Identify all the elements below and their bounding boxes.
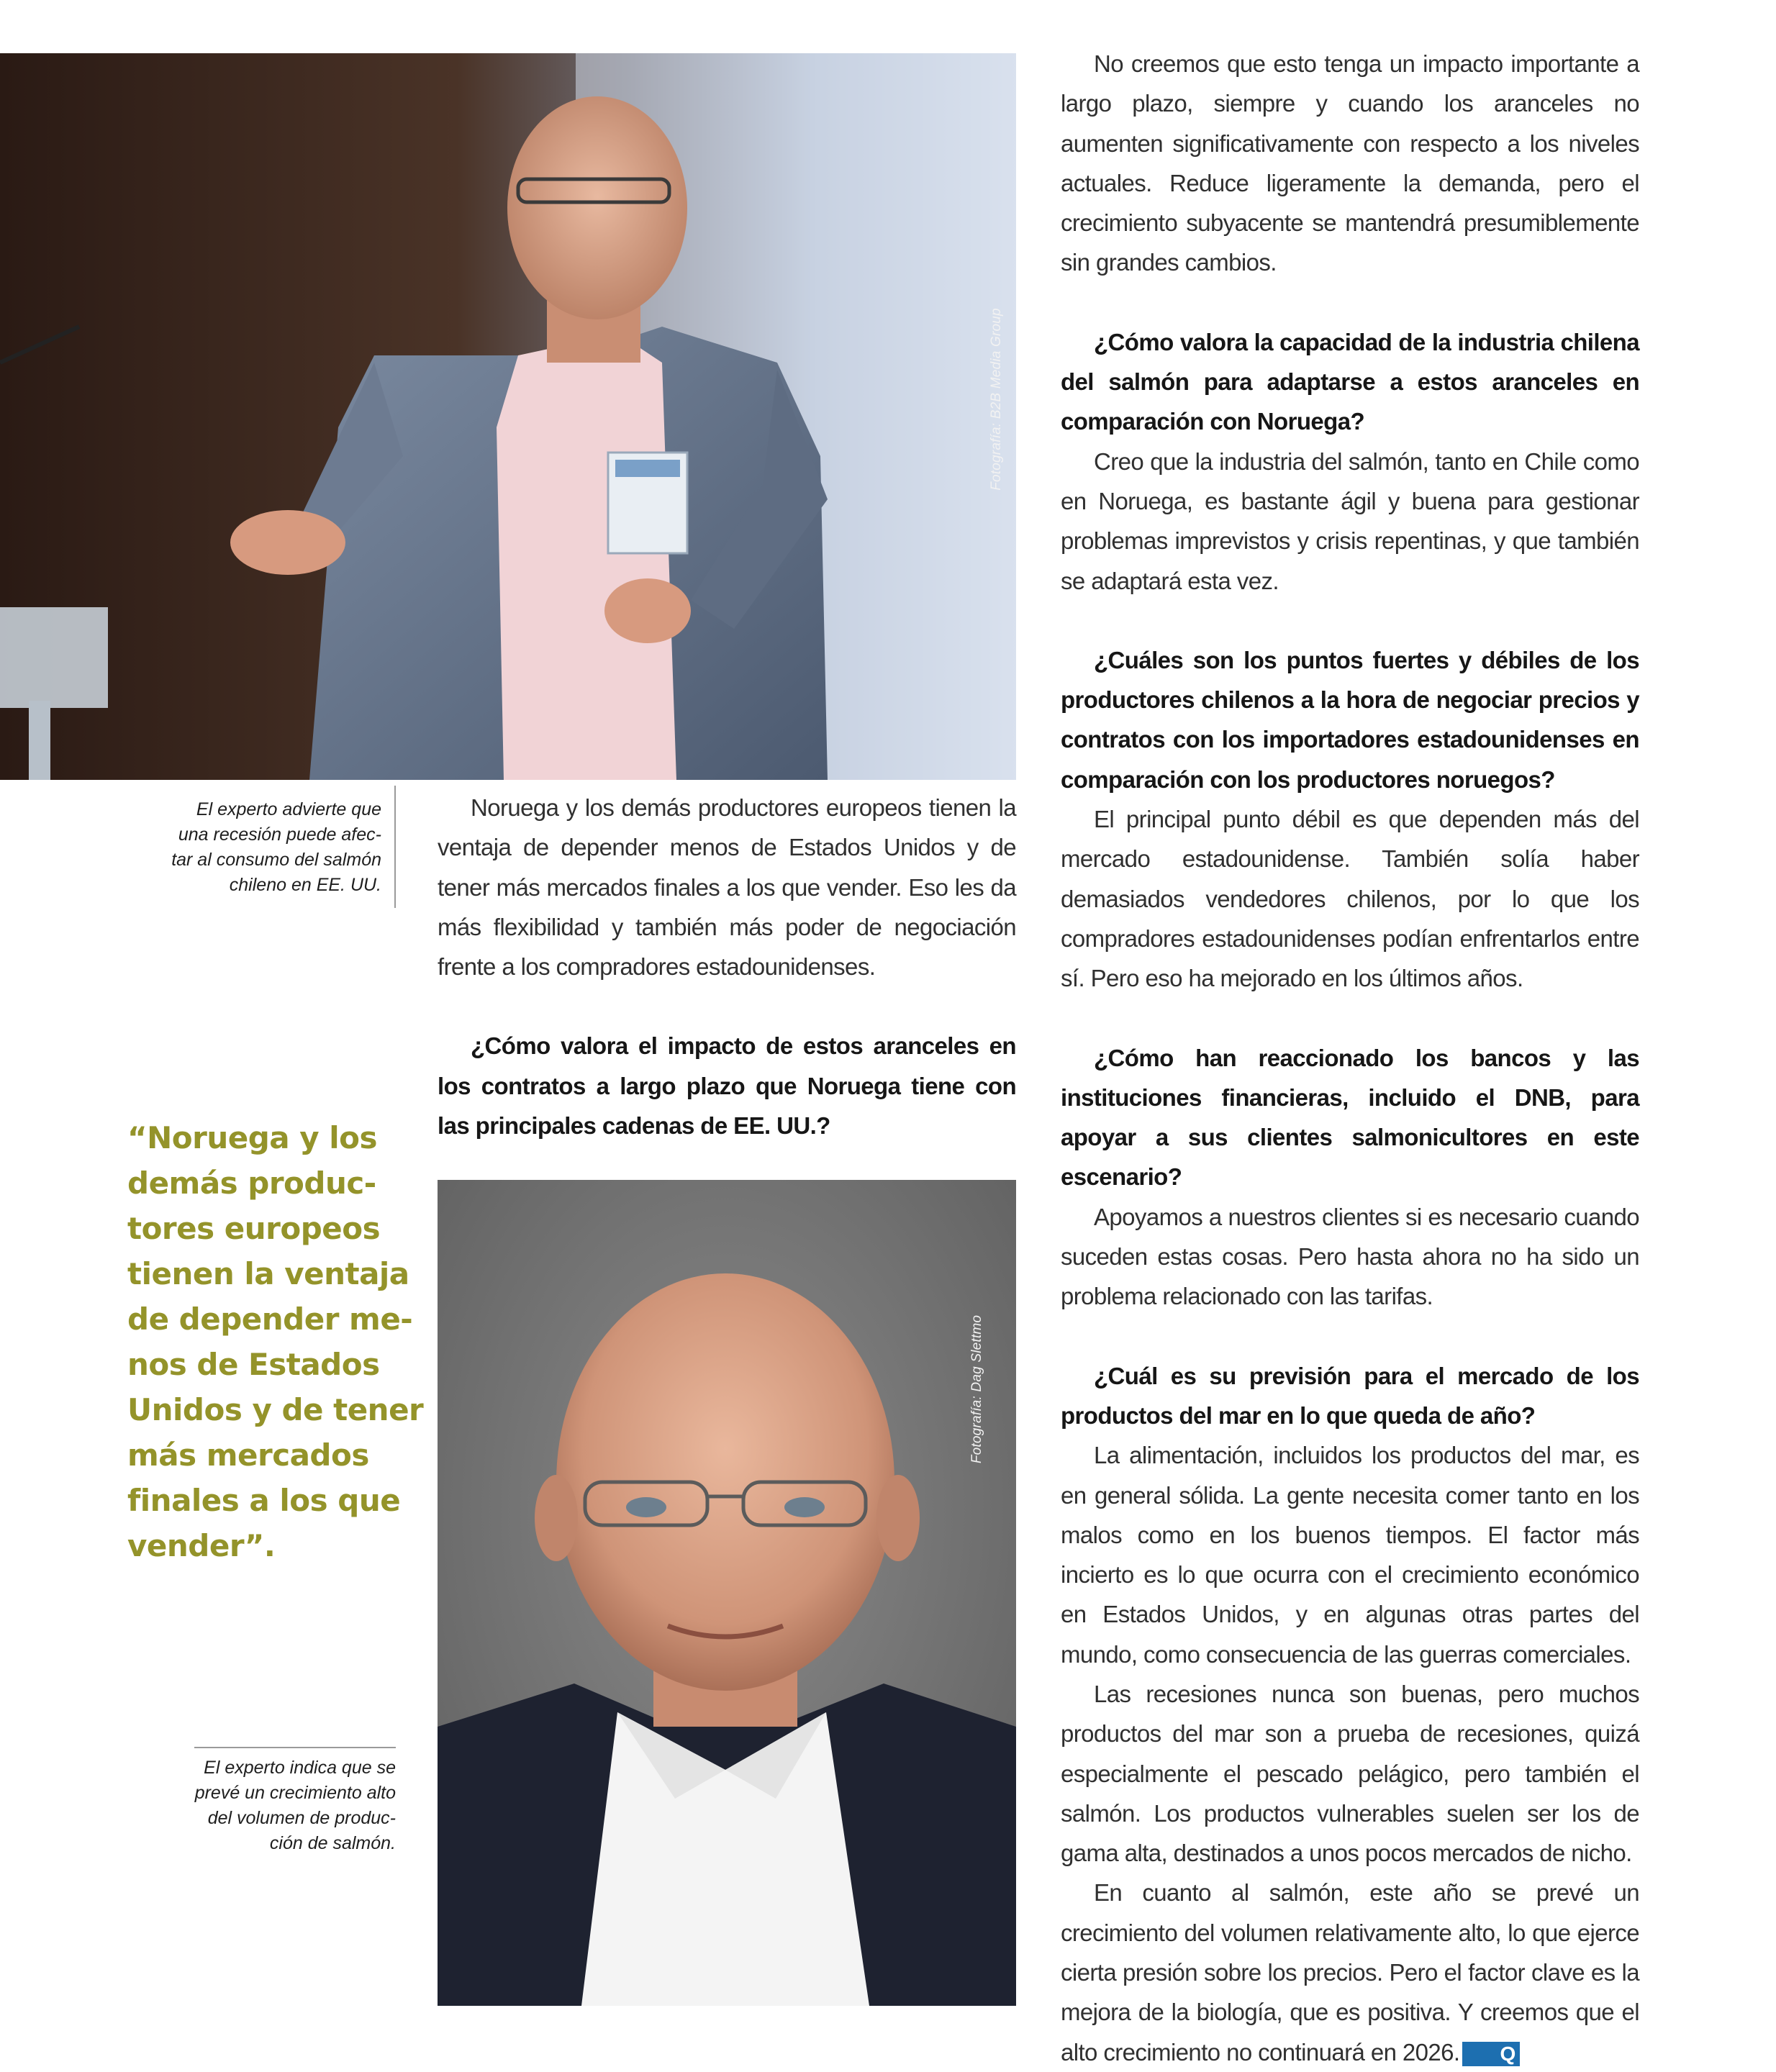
caption-line: tar al consumo del salmón	[171, 850, 381, 870]
interview-question: ¿Cómo han reaccionado los bancos y las instituciones financieras, incluido el DNB, para apoyar a sus clientes salmonicultores en este escenario?	[1061, 1044, 1639, 1191]
interview-question: ¿Cuál es su previsión para el mercado de los productos del mar en lo que queda de año?	[1061, 1362, 1639, 1429]
answer-paragraph: Apoyamos a nuestros clientes si es necesario cuando suceden estas cosas. Pero hasta ahora no ha sido un problema relacionado con las tarifas.	[1061, 1203, 1639, 1310]
answer-paragraph: Las recesiones nunca son buenas, pero muchos productos del mar son a prueba de recesiones, quizá especialmente el pescado pelágico, pero también el salmón. Los productos vulnerables suelen ser los de gama alta, destinados a unos pocos mercados de nicho.	[1061, 1680, 1639, 1867]
photo-credit-bottom: Fotografía: Dag Slettmo	[969, 1314, 984, 1464]
caption-line: El experto indica que se	[204, 1758, 396, 1778]
caption-rule-top	[394, 786, 396, 908]
caption-top	[144, 797, 381, 898]
answer-paragraph	[1061, 1873, 1639, 2071]
caption-line: una recesión puede afec-	[178, 824, 381, 845]
pull-quote-line: más mercados	[127, 1437, 369, 1473]
pull-quote-line: de depender me-	[127, 1301, 413, 1337]
caption-bottom	[158, 1755, 396, 1856]
answer-text: En cuanto al salmón, este año se prevé un crecimiento del volumen relativamente alto, lo que ejerce cierta presión sobre los precios. Pero el factor clave es la mejora de la biología, que es positiva. Y creemos que el alto crecimiento no continuará en 2026.	[1061, 1879, 1639, 2066]
caption-line: chileno en EE. UU.	[229, 875, 381, 895]
caption-rule-bottom	[194, 1747, 396, 1748]
pull-quote-line: nos de Estados	[127, 1347, 380, 1382]
interview-question: ¿Cómo valora la capacidad de la industria chilena del salmón para adaptarse a estos aranceles en comparación con Noruega?	[1061, 328, 1639, 435]
pull-quote	[127, 1115, 424, 1568]
speaker-photo	[0, 53, 1016, 780]
pull-quote-line: tores europeos	[127, 1211, 381, 1246]
answer-paragraph: El principal punto débil es que dependen más del mercado estadounidense. También solía haber demasiados vendedores chilenos, por lo que los compradores estadounidenses podían enfrentarlos entre sí. Pero eso ha mejorado en los últimos años.	[1061, 806, 1639, 992]
right-column	[1061, 44, 1639, 2072]
pull-quote-line: demás produc-	[127, 1166, 376, 1201]
pull-quote-line: “Noruega y los	[127, 1120, 377, 1155]
end-mark-icon: Q	[1462, 2042, 1519, 2066]
middle-column	[438, 788, 1016, 1145]
interview-question: ¿Cómo valora el impacto de estos aranceles en los contratos a largo plazo que Noruega tiene con las principales cadenas de EE. UU.?	[438, 1032, 1016, 1140]
caption-line: del volumen de produc-	[207, 1808, 396, 1828]
interview-question: ¿Cuáles son los puntos fuertes y débiles de los productores chilenos a la hora de negociar precios y contratos con los importadores estadounidenses en comparación con los productores noruegos?	[1061, 646, 1639, 793]
answer-paragraph: Creo que la industria del salmón, tanto en Chile como en Noruega, es bastante ágil y buena para gestionar problemas imprevistos y crisis repentinas, y que también se adaptará esta vez.	[1061, 447, 1639, 594]
portrait-photo	[438, 1180, 1016, 2006]
caption-line: El experto advierte que	[196, 799, 381, 819]
photo-credit-top: Fotografía: B2B Media Group	[989, 308, 1004, 491]
answer-paragraph: La alimentación, incluidos los productos del mar, es en general sólida. La gente necesita comer tanto en los malos como en los buenos tiempos. El factor más incierto es lo que ocurra con el crecimiento económico en Estados Unidos, y en algunas otras partes del mundo, como consecuencia de las guerras comerciales.	[1061, 1442, 1639, 1668]
answer-paragraph: No creemos que esto tenga un impacto importante a largo plazo, siempre y cuando los aranceles no aumenten significativamente con respecto a los niveles actuales. Reduce ligeramente la demanda, pero el crecimiento subyacente se mantendrá presumiblemente sin grandes cambios.	[1061, 50, 1639, 276]
middle-paragraph: Noruega y los demás productores europeos tienen la ventaja de depender menos de Estados Unidos y de tener más mercados finales a los que vender. Eso les da más flexibilidad y también más poder de negociación frente a los compradores estadounidenses.	[438, 794, 1016, 981]
pull-quote-line: Unidos y de tener	[127, 1392, 424, 1427]
pull-quote-line: vender”.	[127, 1528, 276, 1563]
caption-line: ción de salmón.	[269, 1833, 396, 1853]
pull-quote-line: finales a los que	[127, 1483, 401, 1518]
caption-line: prevé un crecimiento alto	[194, 1783, 396, 1803]
pull-quote-line: tienen la ventaja	[127, 1256, 409, 1291]
